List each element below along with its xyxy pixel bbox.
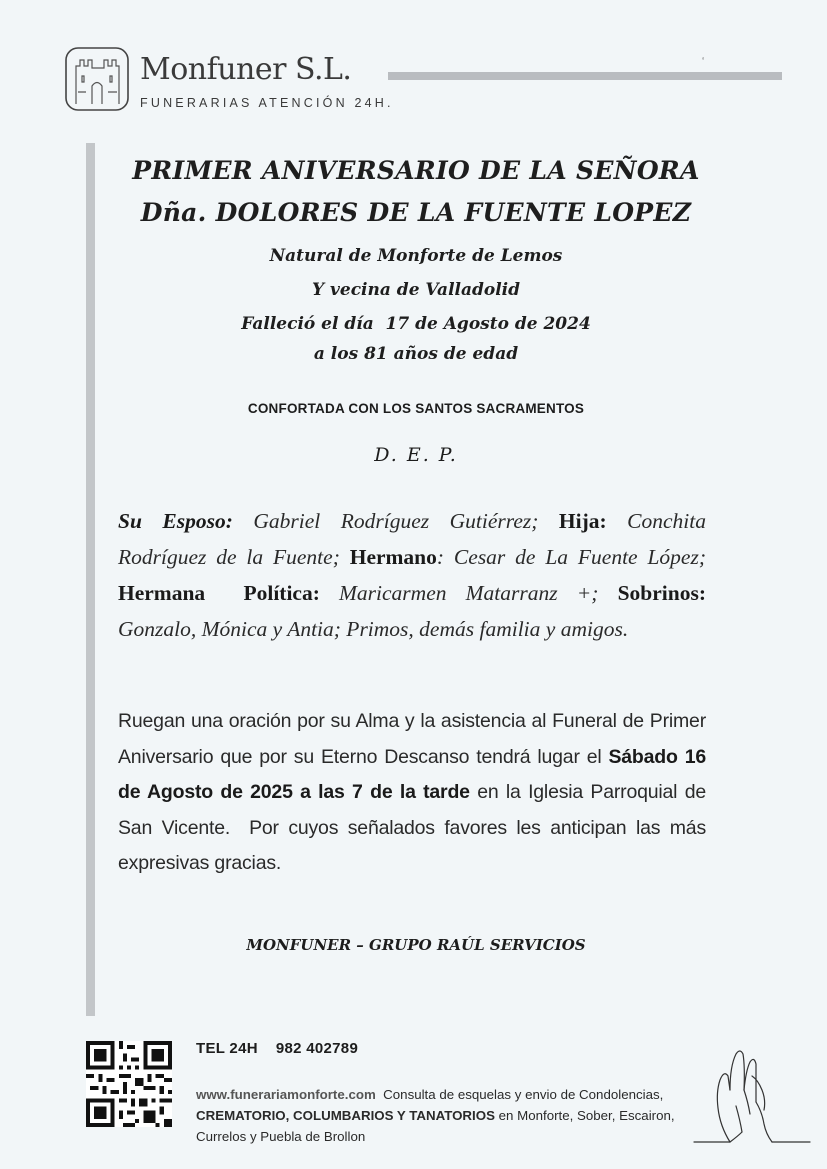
ruegan-text-1: Ruegan una oración por su Alma y la asistencia al Funeral de Primer Aniversario que por su Eterno Descanso tendrá lugar el xyxy=(118,710,706,768)
politica-label: Hermana Política: xyxy=(118,581,320,605)
sobrinos-names: Gonzalo, Mónica y Antia; Primos, demás familia y amigos. xyxy=(118,617,629,641)
esposo-name: Gabriel Rodríguez Gutiérrez; xyxy=(232,509,559,533)
footer-text xyxy=(196,1084,686,1147)
left-divider xyxy=(86,143,95,1016)
title-line-2: Dña. DOLORES DE LA FUENTE LOPEZ xyxy=(140,198,692,227)
signature-line: MONFUNER – GRUPO RAÚL SERVICIOS xyxy=(246,936,586,954)
tel-label: TEL 24H xyxy=(196,1040,258,1057)
header-divider xyxy=(388,72,782,80)
sobrinos-label: Sobrinos: xyxy=(617,581,706,605)
hija-label: Hija: xyxy=(558,509,607,533)
hija-name: Conchita Rodríguez de la Fuente; xyxy=(118,509,706,569)
ruegan-paragraph xyxy=(118,704,712,882)
castle-logo-icon xyxy=(64,46,130,112)
praying-hands-icon xyxy=(690,1046,815,1146)
footer-services: CREMATORIO, COLUMBARIOS Y TANATORIOS xyxy=(196,1108,495,1123)
fallecio-line: Falleció el día 17 de Agosto de 2024 xyxy=(241,314,591,334)
title-line-1: PRIMER ANIVERSARIO DE LA SEÑORA xyxy=(132,156,700,185)
natural-line: Natural de Monforte de Lemos xyxy=(269,246,563,266)
footer-text-1: Consulta de esquelas y envio de Condolencias, xyxy=(375,1087,668,1102)
ruegan-text-2: en la Iglesia Parroquial de San Vicente. Por cuyos señalados favores les anticipan las más expresivas gracias. xyxy=(118,781,712,874)
family-paragraph xyxy=(118,503,706,647)
confortada-line: CONFORTADA CON LOS SANTOS SACRAMENTOS xyxy=(247,401,585,416)
hermano-name: : Cesar de La Fuente López; xyxy=(436,545,706,569)
phone-line xyxy=(196,1040,358,1057)
footer-text-2: en Monforte, Sober, Escairon, Currelos y Puebla de Brollon xyxy=(196,1108,675,1144)
qr-code-icon[interactable] xyxy=(86,1041,172,1127)
brand-name: Monfuner S.L. xyxy=(140,52,352,87)
scan-speck: ‘ xyxy=(702,56,705,67)
tel-number[interactable]: 982 402789 xyxy=(275,1040,359,1057)
funeral-date: Sábado 16 de Agosto de 2025 a las 7 de la tarde xyxy=(118,745,706,803)
hermano-label: Hermano xyxy=(349,545,437,569)
website-link[interactable]: www.funerariamonforte.com xyxy=(196,1087,376,1102)
politica-name: Maricarmen Matarranz +; xyxy=(319,581,618,605)
edad-line: a los 81 años de edad xyxy=(313,344,519,364)
vecina-line: Y vecina de Valladolid xyxy=(311,280,521,300)
brand-tagline: FUNERARIAS ATENCIÓN 24H. xyxy=(140,96,394,110)
dep-line: D. E. P. xyxy=(374,444,458,466)
esposo-label: Su Esposo: xyxy=(118,509,233,533)
